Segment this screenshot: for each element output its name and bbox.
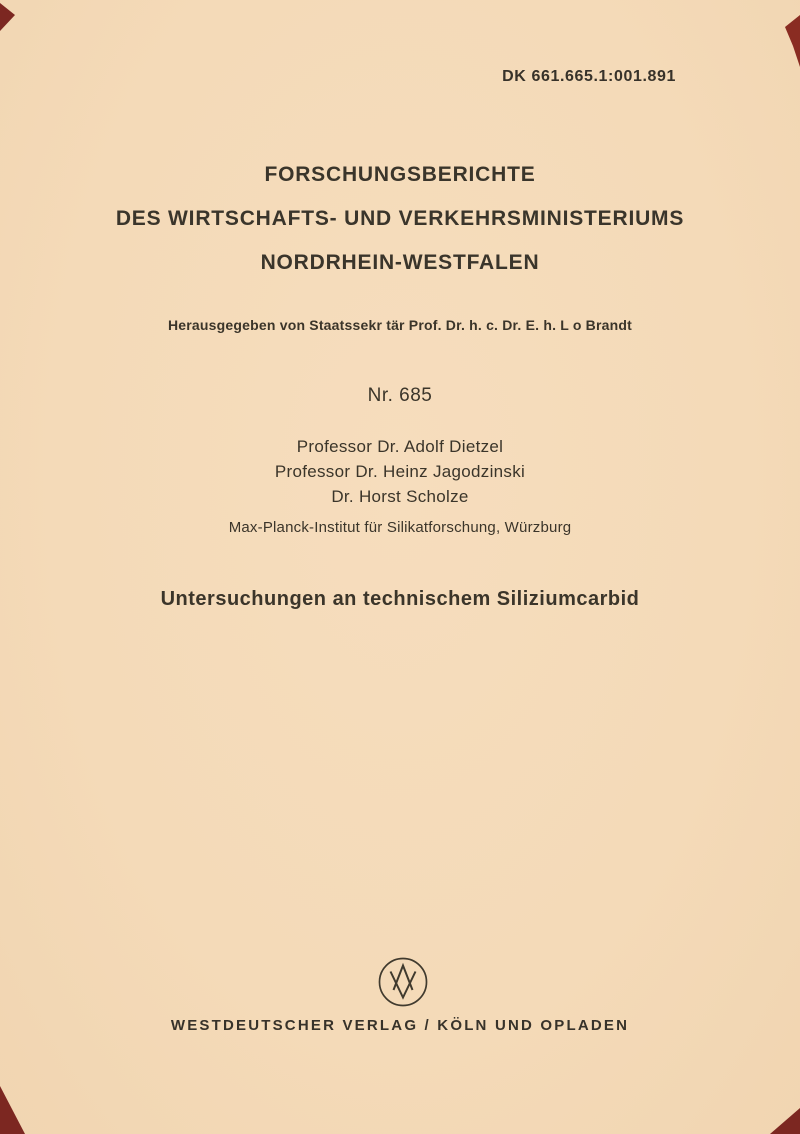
- series-title: [0, 153, 800, 285]
- corner-mark-bottom-left: [0, 1086, 25, 1134]
- dk-classification-number: DK 661.665.1:001.891: [502, 68, 676, 85]
- series-title-line-3: NORDRHEIN-WESTFALEN: [260, 251, 540, 274]
- report-title: Untersuchungen an technischem Siliziumcarbid: [160, 588, 640, 610]
- publisher-imprint-line: WESTDEUTSCHER VERLAG / KÖLN UND OPLADEN: [170, 1017, 630, 1034]
- institute-line: Max-Planck-Institut für Silikatforschung, Würzburg: [228, 519, 572, 536]
- series-title-line-1: FORSCHUNGSBERICHTE: [264, 163, 536, 186]
- editor-credit-line: Herausgegeben von Staatssekr tär Prof. Dr. h. c. Dr. E. h. L o Brandt: [167, 317, 632, 333]
- author-block: [0, 434, 800, 538]
- author-name: Professor Dr. Heinz Jagodzinski: [274, 462, 526, 481]
- corner-mark-top-left: [0, 3, 15, 31]
- issue-number: Nr. 685: [367, 385, 433, 406]
- publisher-logo: [377, 956, 429, 1008]
- series-title-line-2: DES WIRTSCHAFTS- UND VERKEHRSMINISTERIUMS: [115, 207, 685, 230]
- corner-mark-bottom-right: [770, 1108, 800, 1134]
- author-name: Professor Dr. Adolf Dietzel: [296, 437, 504, 456]
- author-name: Dr. Horst Scholze: [331, 487, 469, 506]
- corner-mark-top-right: [785, 15, 800, 67]
- wv-monogram-icon: [377, 956, 429, 1008]
